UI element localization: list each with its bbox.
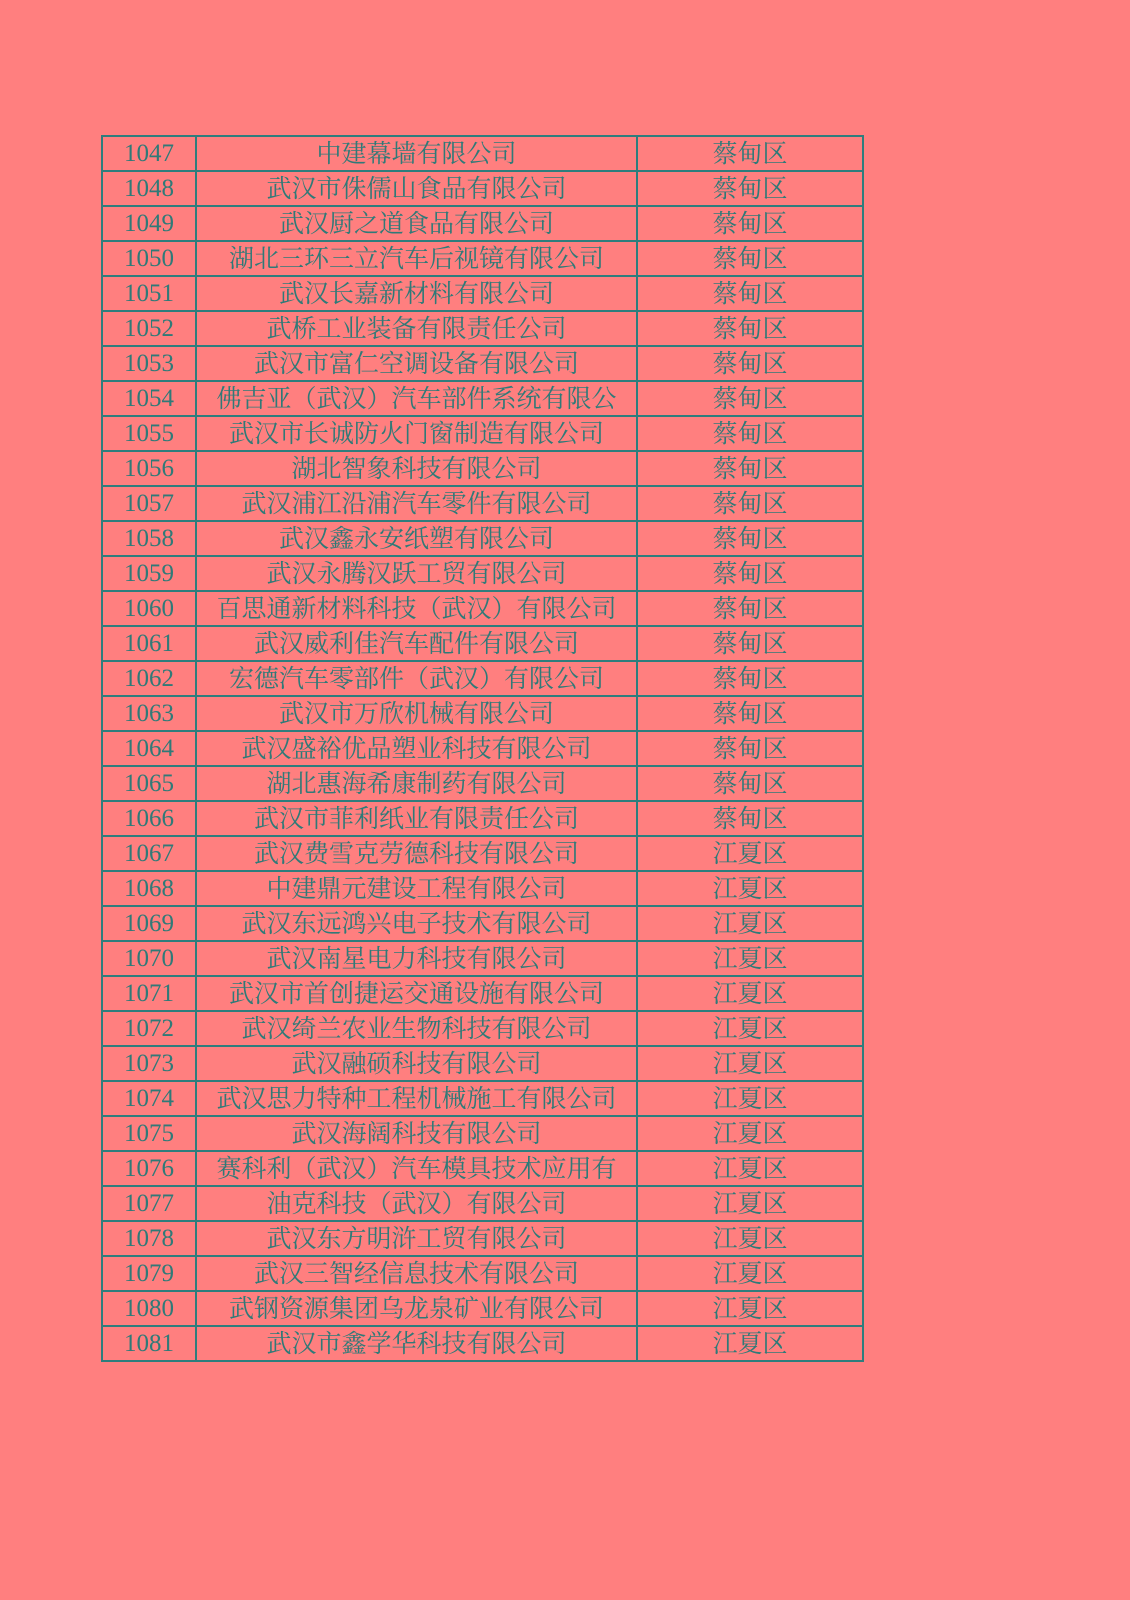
district-cell: 蔡甸区 [637, 451, 863, 486]
company-name-cell: 佛吉亚（武汉）汽车部件系统有限公 [196, 381, 637, 416]
table-row [102, 556, 863, 591]
company-name-cell: 百思通新材料科技（武汉）有限公司 [196, 591, 637, 626]
row-number-cell: 1047 [102, 136, 196, 171]
district-cell: 蔡甸区 [637, 346, 863, 381]
table-row [102, 731, 863, 766]
table-row [102, 136, 863, 171]
row-number-cell: 1067 [102, 836, 196, 871]
table-row [102, 766, 863, 801]
company-name-cell: 武汉市首创捷运交通设施有限公司 [196, 976, 637, 1011]
company-name-cell: 油克科技（武汉）有限公司 [196, 1186, 637, 1221]
company-name-cell: 武汉盛裕优品塑业科技有限公司 [196, 731, 637, 766]
company-name-cell: 武汉浦江沿浦汽车零件有限公司 [196, 486, 637, 521]
district-cell: 江夏区 [637, 1011, 863, 1046]
district-cell: 江夏区 [637, 1046, 863, 1081]
table-row [102, 941, 863, 976]
company-name-cell: 武汉威利佳汽车配件有限公司 [196, 626, 637, 661]
row-number-cell: 1048 [102, 171, 196, 206]
table-row [102, 976, 863, 1011]
district-cell: 蔡甸区 [637, 486, 863, 521]
row-number-cell: 1063 [102, 696, 196, 731]
district-cell: 蔡甸区 [637, 241, 863, 276]
company-name-cell: 武汉市万欣机械有限公司 [196, 696, 637, 731]
district-cell: 江夏区 [637, 871, 863, 906]
district-cell: 江夏区 [637, 1291, 863, 1326]
company-name-cell: 武汉市长诚防火门窗制造有限公司 [196, 416, 637, 451]
row-number-cell: 1059 [102, 556, 196, 591]
district-cell: 蔡甸区 [637, 276, 863, 311]
row-number-cell: 1062 [102, 661, 196, 696]
row-number-cell: 1052 [102, 311, 196, 346]
table-row [102, 836, 863, 871]
table-row [102, 1186, 863, 1221]
table-body [102, 136, 863, 1361]
row-number-cell: 1069 [102, 906, 196, 941]
row-number-cell: 1068 [102, 871, 196, 906]
district-cell: 江夏区 [637, 1326, 863, 1361]
company-name-cell: 中建鼎元建设工程有限公司 [196, 871, 637, 906]
table-row [102, 591, 863, 626]
district-cell: 蔡甸区 [637, 136, 863, 171]
company-name-cell: 湖北惠海希康制药有限公司 [196, 766, 637, 801]
row-number-cell: 1072 [102, 1011, 196, 1046]
row-number-cell: 1065 [102, 766, 196, 801]
company-name-cell: 武汉长嘉新材料有限公司 [196, 276, 637, 311]
company-name-cell: 武汉厨之道食品有限公司 [196, 206, 637, 241]
table-row [102, 1046, 863, 1081]
row-number-cell: 1061 [102, 626, 196, 661]
company-name-cell: 武汉融硕科技有限公司 [196, 1046, 637, 1081]
table-row [102, 206, 863, 241]
row-number-cell: 1054 [102, 381, 196, 416]
table-row [102, 801, 863, 836]
table-row [102, 1081, 863, 1116]
company-name-cell: 武汉三智经信息技术有限公司 [196, 1256, 637, 1291]
row-number-cell: 1079 [102, 1256, 196, 1291]
district-cell: 蔡甸区 [637, 661, 863, 696]
table-row [102, 241, 863, 276]
row-number-cell: 1077 [102, 1186, 196, 1221]
company-name-cell: 武汉鑫永安纸塑有限公司 [196, 521, 637, 556]
row-number-cell: 1060 [102, 591, 196, 626]
row-number-cell: 1057 [102, 486, 196, 521]
district-cell: 蔡甸区 [637, 556, 863, 591]
district-cell: 蔡甸区 [637, 591, 863, 626]
row-number-cell: 1055 [102, 416, 196, 451]
district-cell: 蔡甸区 [637, 696, 863, 731]
district-cell: 江夏区 [637, 836, 863, 871]
district-cell: 江夏区 [637, 1081, 863, 1116]
table-row [102, 1011, 863, 1046]
district-cell: 蔡甸区 [637, 171, 863, 206]
company-name-cell: 赛科利（武汉）汽车模具技术应用有 [196, 1151, 637, 1186]
company-name-cell: 武汉海阔科技有限公司 [196, 1116, 637, 1151]
row-number-cell: 1070 [102, 941, 196, 976]
district-cell: 蔡甸区 [637, 311, 863, 346]
row-number-cell: 1064 [102, 731, 196, 766]
district-cell: 蔡甸区 [637, 416, 863, 451]
table-row [102, 626, 863, 661]
table-row [102, 871, 863, 906]
table-row [102, 346, 863, 381]
table-row [102, 1256, 863, 1291]
company-name-cell: 宏德汽车零部件（武汉）有限公司 [196, 661, 637, 696]
table-row [102, 171, 863, 206]
company-list-table [101, 135, 864, 1362]
table-row [102, 451, 863, 486]
company-name-cell: 武汉费雪克劳德科技有限公司 [196, 836, 637, 871]
row-number-cell: 1078 [102, 1221, 196, 1256]
table-row [102, 1151, 863, 1186]
district-cell: 江夏区 [637, 1186, 863, 1221]
company-name-cell: 武汉思力特种工程机械施工有限公司 [196, 1081, 637, 1116]
table-row [102, 381, 863, 416]
table-row [102, 1116, 863, 1151]
table-row [102, 696, 863, 731]
district-cell: 蔡甸区 [637, 766, 863, 801]
table-row [102, 1326, 863, 1361]
district-cell: 江夏区 [637, 906, 863, 941]
table-row [102, 1291, 863, 1326]
company-name-cell: 武汉南星电力科技有限公司 [196, 941, 637, 976]
company-name-cell: 武汉市富仁空调设备有限公司 [196, 346, 637, 381]
company-name-cell: 武桥工业装备有限责任公司 [196, 311, 637, 346]
company-name-cell: 湖北三环三立汽车后视镜有限公司 [196, 241, 637, 276]
table-row [102, 416, 863, 451]
row-number-cell: 1053 [102, 346, 196, 381]
company-name-cell: 武汉市侏儒山食品有限公司 [196, 171, 637, 206]
company-name-cell: 武汉东远鸿兴电子技术有限公司 [196, 906, 637, 941]
company-name-cell: 武汉市菲利纸业有限责任公司 [196, 801, 637, 836]
company-name-cell: 武汉永腾汉跃工贸有限公司 [196, 556, 637, 591]
district-cell: 蔡甸区 [637, 381, 863, 416]
row-number-cell: 1074 [102, 1081, 196, 1116]
district-cell: 蔡甸区 [637, 521, 863, 556]
company-name-cell: 武钢资源集团乌龙泉矿业有限公司 [196, 1291, 637, 1326]
table-row [102, 661, 863, 696]
district-cell: 江夏区 [637, 1221, 863, 1256]
row-number-cell: 1076 [102, 1151, 196, 1186]
table-row [102, 486, 863, 521]
row-number-cell: 1080 [102, 1291, 196, 1326]
company-list-table-wrapper [101, 135, 864, 1362]
row-number-cell: 1051 [102, 276, 196, 311]
row-number-cell: 1075 [102, 1116, 196, 1151]
district-cell: 江夏区 [637, 941, 863, 976]
district-cell: 蔡甸区 [637, 801, 863, 836]
company-name-cell: 武汉绮兰农业生物科技有限公司 [196, 1011, 637, 1046]
row-number-cell: 1058 [102, 521, 196, 556]
district-cell: 江夏区 [637, 976, 863, 1011]
district-cell: 蔡甸区 [637, 731, 863, 766]
row-number-cell: 1081 [102, 1326, 196, 1361]
row-number-cell: 1049 [102, 206, 196, 241]
company-name-cell: 中建幕墙有限公司 [196, 136, 637, 171]
row-number-cell: 1073 [102, 1046, 196, 1081]
company-name-cell: 武汉市鑫学华科技有限公司 [196, 1326, 637, 1361]
table-row [102, 1221, 863, 1256]
company-name-cell: 湖北智象科技有限公司 [196, 451, 637, 486]
table-row [102, 521, 863, 556]
company-name-cell: 武汉东方明浒工贸有限公司 [196, 1221, 637, 1256]
district-cell: 江夏区 [637, 1116, 863, 1151]
table-row [102, 906, 863, 941]
row-number-cell: 1050 [102, 241, 196, 276]
district-cell: 蔡甸区 [637, 626, 863, 661]
district-cell: 江夏区 [637, 1256, 863, 1291]
row-number-cell: 1056 [102, 451, 196, 486]
table-row [102, 276, 863, 311]
district-cell: 江夏区 [637, 1151, 863, 1186]
row-number-cell: 1066 [102, 801, 196, 836]
district-cell: 蔡甸区 [637, 206, 863, 241]
row-number-cell: 1071 [102, 976, 196, 1011]
table-row [102, 311, 863, 346]
